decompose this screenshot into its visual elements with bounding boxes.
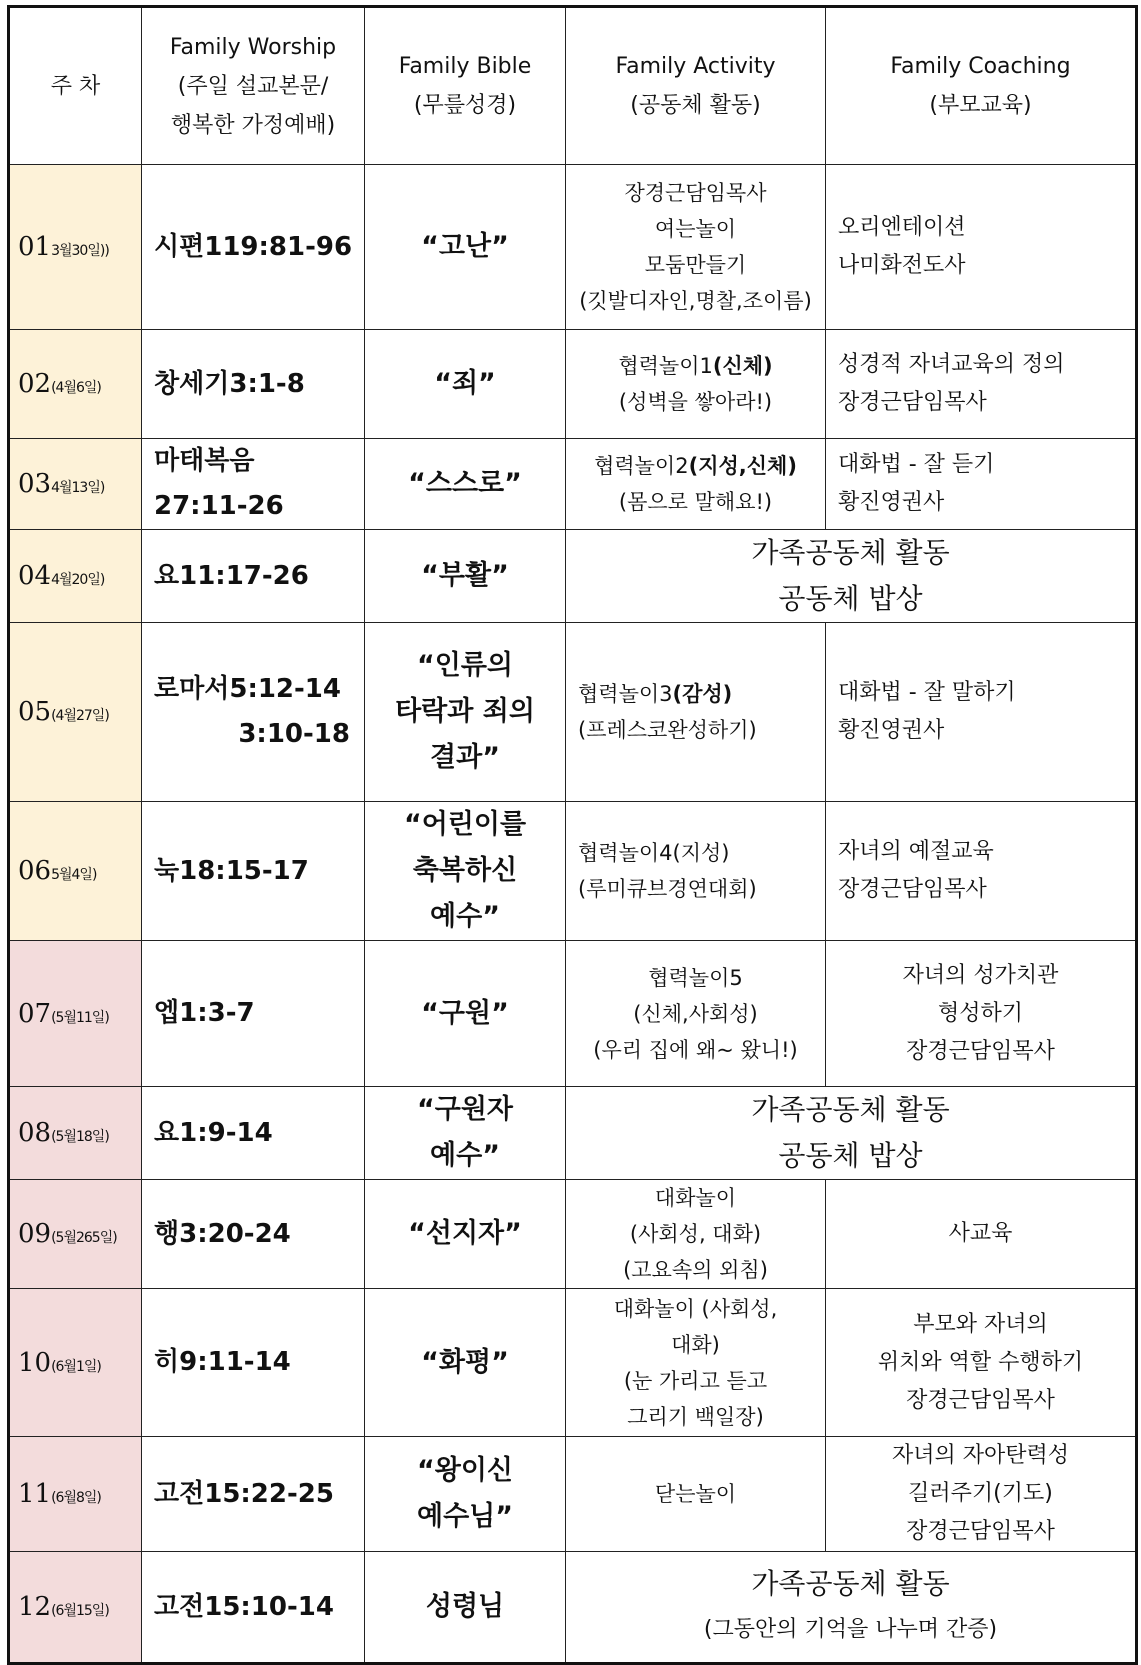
verse-cell: 엡1:3-7 <box>142 941 365 1087</box>
activity-cell: 협력놀이5 (신체,사회성) (우리 집에 왜~ 왔니!) <box>566 941 826 1087</box>
activity-cell: 장경근담임목사 여는놀이 모둠만들기 (깃발디자인,명찰,조이름) <box>566 165 826 330</box>
week-cell: 10(6월1일) <box>9 1289 142 1437</box>
theme-cell: “왕이신 예수님” <box>365 1437 566 1552</box>
theme-cell: “부활” <box>365 530 566 623</box>
theme-cell: “스스로” <box>365 439 566 530</box>
theme-cell: “인류의 타락과 죄의 결과” <box>365 623 566 802</box>
verse-cell: 마태복음 27:11-26 <box>142 439 365 530</box>
verse-cell: 히9:11-14 <box>142 1289 365 1437</box>
theme-cell: “고난” <box>365 165 566 330</box>
verse-cell: 요11:17-26 <box>142 530 365 623</box>
theme-cell: “죄” <box>365 330 566 439</box>
week-cell: 12(6월15일) <box>9 1552 142 1664</box>
week-cell: 044월20일) <box>9 530 142 623</box>
header-bible: Family Bible (무릎성경) <box>365 7 566 165</box>
coaching-cell: 사교육 <box>826 1180 1137 1289</box>
activity-cell: 협력놀이4(지성) (루미큐브경연대회) <box>566 802 826 941</box>
header-week: 주 차 <box>9 7 142 165</box>
coaching-cell: 부모와 자녀의 위치와 역할 수행하기 장경근담임목사 <box>826 1289 1137 1437</box>
table-row <box>9 941 1137 1087</box>
verse-cell: 고전15:22-25 <box>142 1437 365 1552</box>
week-cell: 013월30일)) <box>9 165 142 330</box>
verse-cell: 창세기3:1-8 <box>142 330 365 439</box>
theme-cell: 성령님 <box>365 1552 566 1664</box>
header-activity: Family Activity (공동체 활동) <box>566 7 826 165</box>
verse-cell: 고전15:10-14 <box>142 1552 365 1664</box>
table-row <box>9 802 1137 941</box>
coaching-cell: 자녀의 자아탄력성 길러주기(기도) 장경근담임목사 <box>826 1437 1137 1552</box>
coaching-cell: 대화법 - 잘 말하기 황진영권사 <box>826 623 1137 802</box>
community-activity-cell: 가족공동체 활동 공동체 밥상 <box>566 530 1137 623</box>
community-activity-cell: 가족공동체 활동 (그동안의 기억을 나누며 간증) <box>566 1552 1137 1664</box>
week-cell: 02(4월6일) <box>9 330 142 439</box>
activity-cell: 협력놀이2(지성,신체) (몸으로 말해요!) <box>566 439 826 530</box>
table-row <box>9 1087 1137 1180</box>
table-row <box>9 1289 1137 1437</box>
theme-cell: “구원자 예수” <box>365 1087 566 1180</box>
week-cell: 11(6월8일) <box>9 1437 142 1552</box>
table-row <box>9 439 1137 530</box>
header-row <box>9 7 1137 165</box>
activity-cell: 대화놀이 (사회성, 대화) (눈 가리고 듣고 그리기 백일장) <box>566 1289 826 1437</box>
table-row <box>9 1552 1137 1664</box>
community-activity-cell: 가족공동체 활동 공동체 밥상 <box>566 1087 1137 1180</box>
schedule-table <box>7 5 1138 1665</box>
table-row <box>9 623 1137 802</box>
week-cell: 07(5월11일) <box>9 941 142 1087</box>
week-cell: 05(4월27일) <box>9 623 142 802</box>
table-row <box>9 1180 1137 1289</box>
header-worship: Family Worship (주일 설교본문/ 행복한 가정예배) <box>142 7 365 165</box>
activity-cell: 닫는놀이 <box>566 1437 826 1552</box>
theme-cell: “어린이를 축복하신 예수” <box>365 802 566 941</box>
header-coaching: Family Coaching (부모교육) <box>826 7 1137 165</box>
table-row <box>9 530 1137 623</box>
activity-cell: 협력놀이1(신체) (성벽을 쌓아라!) <box>566 330 826 439</box>
table-row <box>9 330 1137 439</box>
table-row <box>9 165 1137 330</box>
coaching-cell: 자녀의 예절교육 장경근담임목사 <box>826 802 1137 941</box>
week-cell: 034월13일) <box>9 439 142 530</box>
week-cell: 065월4일) <box>9 802 142 941</box>
verse-cell: 시편119:81-96 <box>142 165 365 330</box>
theme-cell: “선지자” <box>365 1180 566 1289</box>
week-cell: 09(5월265일) <box>9 1180 142 1289</box>
activity-cell: 협력놀이3(감성) (프레스코완성하기) <box>566 623 826 802</box>
coaching-cell: 오리엔테이션 나미화전도사 <box>826 165 1137 330</box>
coaching-cell: 대화법 - 잘 듣기 황진영권사 <box>826 439 1137 530</box>
coaching-cell: 자녀의 성가치관 형성하기 장경근담임목사 <box>826 941 1137 1087</box>
theme-cell: “구원” <box>365 941 566 1087</box>
verse-cell: 눅18:15-17 <box>142 802 365 941</box>
coaching-cell: 성경적 자녀교육의 정의 장경근담임목사 <box>826 330 1137 439</box>
verse-cell: 행3:20-24 <box>142 1180 365 1289</box>
table-row <box>9 1437 1137 1552</box>
week-cell: 08(5월18일) <box>9 1087 142 1180</box>
activity-cell: 대화놀이 (사회성, 대화) (고요속의 외침) <box>566 1180 826 1289</box>
verse-cell: 로마서5:12-14 3:10-18 <box>142 623 365 802</box>
verse-cell: 요1:9-14 <box>142 1087 365 1180</box>
theme-cell: “화평” <box>365 1289 566 1437</box>
